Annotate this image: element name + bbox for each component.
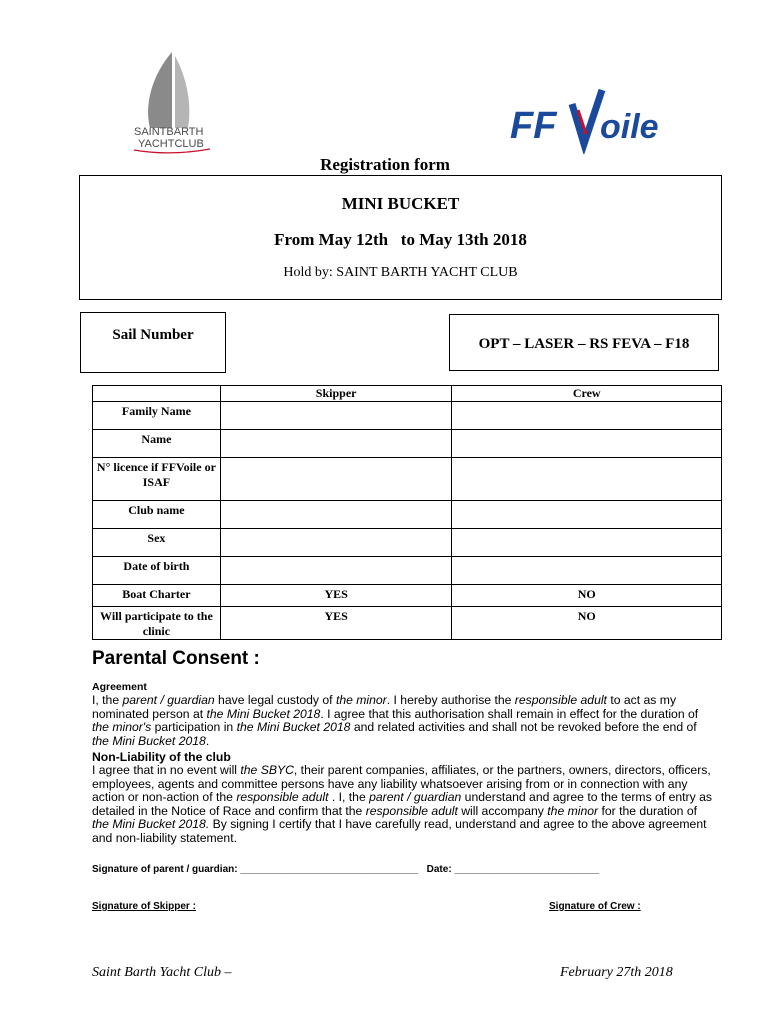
ffvoile-logo-oile: oile	[600, 108, 659, 146]
italic-text: the Mini Bucket 2018	[206, 706, 321, 721]
skipper-licence-field[interactable]	[220, 458, 452, 501]
text-run: and related activities and shall not be revoked before the end of	[350, 720, 697, 735]
skipper-signature-label[interactable]: Signature of Skipper :	[92, 901, 196, 912]
italic-text: the SBYC	[240, 763, 294, 777]
table-row	[93, 585, 722, 607]
ffvoile-logo	[510, 86, 675, 154]
table-row	[93, 529, 722, 557]
sbyc-logo-line2: YACHTCLUB	[138, 138, 204, 150]
boat-classes-label: OPT – LASER – RS FEVA – F18	[478, 336, 690, 352]
boat-classes-box	[449, 314, 719, 371]
italic-text: parent / guardian	[369, 790, 462, 805]
text-run: will accompany	[457, 803, 548, 818]
text-run: to act as my nominated person at	[92, 693, 677, 721]
agreement-heading: Agreement	[92, 681, 147, 693]
row-label-club-name: Club name	[93, 501, 221, 529]
text-run: .	[205, 733, 210, 748]
crew-club-name-field[interactable]	[452, 501, 722, 529]
table-row	[93, 458, 722, 501]
italic-text: responsible adult	[365, 803, 458, 818]
text-run: . I, the	[328, 790, 370, 805]
skipper-family-name-field[interactable]	[220, 402, 452, 430]
table-row	[93, 607, 722, 640]
italic-text: the Mini Bucket 2018.	[92, 817, 210, 832]
skipper-date-of-birth-field[interactable]	[220, 557, 452, 585]
crew-licence-field[interactable]	[452, 458, 722, 501]
table-header-crew: Crew	[452, 386, 722, 402]
crew-family-name-field[interactable]	[452, 402, 722, 430]
event-dates: From May 12th to May 13th 2018	[274, 230, 527, 249]
saint-barth-yacht-club-logo	[132, 50, 212, 155]
sbyc-logo-line1: SAINTBARTH	[134, 126, 204, 138]
non-liability-heading: Non-Liability of the club	[92, 750, 231, 764]
text-run: I agree that in no event will	[92, 763, 241, 777]
italic-text: the minor	[547, 803, 599, 818]
non-liability-paragraph	[92, 764, 712, 846]
crew-boat-charter-option[interactable]: NO	[452, 585, 722, 607]
text-run: participation in	[151, 720, 237, 735]
parent-signature-date-line[interactable]: Signature of parent / guardian: ________________________________ Date: __________________________	[92, 864, 600, 875]
skipper-name-field[interactable]	[220, 430, 452, 458]
crew-signature-label[interactable]: Signature of Crew :	[549, 901, 641, 912]
table-header-blank	[93, 386, 221, 402]
text-run: I, the	[92, 693, 123, 707]
row-label-name: Name	[93, 430, 221, 458]
italic-text: the Mini Bucket 2018	[92, 733, 206, 748]
registration-table	[92, 385, 722, 640]
skipper-club-name-field[interactable]	[220, 501, 452, 529]
sail-number-label: Sail Number	[112, 327, 194, 343]
skipper-sex-field[interactable]	[220, 529, 452, 557]
footer-club-name: Saint Barth Yacht Club –	[92, 965, 232, 980]
crew-clinic-option[interactable]: NO	[452, 607, 722, 640]
italic-text: responsible adult	[236, 790, 329, 805]
text-run: . I hereby authorise the	[386, 693, 515, 707]
sail-number-box[interactable]	[80, 312, 226, 373]
event-name: MINI BUCKET	[341, 194, 460, 213]
text-run: for the duration of	[598, 803, 698, 818]
footer-date: February 27th 2018	[560, 965, 673, 980]
row-label-date-of-birth: Date of birth	[93, 557, 221, 585]
italic-text: the Mini Bucket 2018	[236, 720, 351, 735]
row-label-clinic: Will participate to the clinic	[93, 607, 221, 640]
text-run: , their parent companies, affiliates, or the partners, owners, directors, officers, employees, agents and committee persons have any liability whatsoever arising from or in connection with any action or non-action of the	[92, 763, 711, 805]
text-run: have legal custody of	[214, 693, 336, 707]
agreement-paragraph	[92, 694, 712, 748]
parental-consent-title: Parental Consent :	[92, 648, 260, 669]
skipper-clinic-option[interactable]: YES	[220, 607, 452, 640]
crew-name-field[interactable]	[452, 430, 722, 458]
table-header-skipper: Skipper	[220, 386, 452, 402]
table-row	[93, 430, 722, 458]
text-run: understand and agree to the terms of entry as detailed in the Notice of Race and confirm that the	[92, 790, 712, 818]
crew-sex-field[interactable]	[452, 529, 722, 557]
skipper-boat-charter-option[interactable]: YES	[220, 585, 452, 607]
italic-text: the minor's	[92, 720, 152, 735]
crew-date-of-birth-field[interactable]	[452, 557, 722, 585]
row-label-sex: Sex	[93, 529, 221, 557]
table-row	[93, 557, 722, 585]
table-row	[93, 501, 722, 529]
ffvoile-logo-ff: FF	[510, 105, 557, 147]
text-run: By signing I certify that I have carefully read, understand and agree to the above agreement and non-liability statement.	[92, 817, 707, 845]
row-label-family-name: Family Name	[93, 402, 221, 430]
event-host: Hold by: SAINT BARTH YACHT CLUB	[283, 265, 518, 280]
italic-text: responsible adult	[514, 693, 607, 707]
table-row	[93, 402, 722, 430]
event-info-box	[79, 175, 722, 300]
text-run: . I agree that this authorisation shall remain in effect for the duration of	[320, 706, 699, 721]
row-label-boat-charter: Boat Charter	[93, 585, 221, 607]
italic-text: parent / guardian	[122, 693, 215, 707]
italic-text: the minor	[335, 693, 387, 707]
table-header-row	[93, 386, 722, 402]
row-label-licence: N° licence if FFVoile or ISAF	[93, 458, 221, 501]
form-title: Registration form	[320, 155, 450, 174]
